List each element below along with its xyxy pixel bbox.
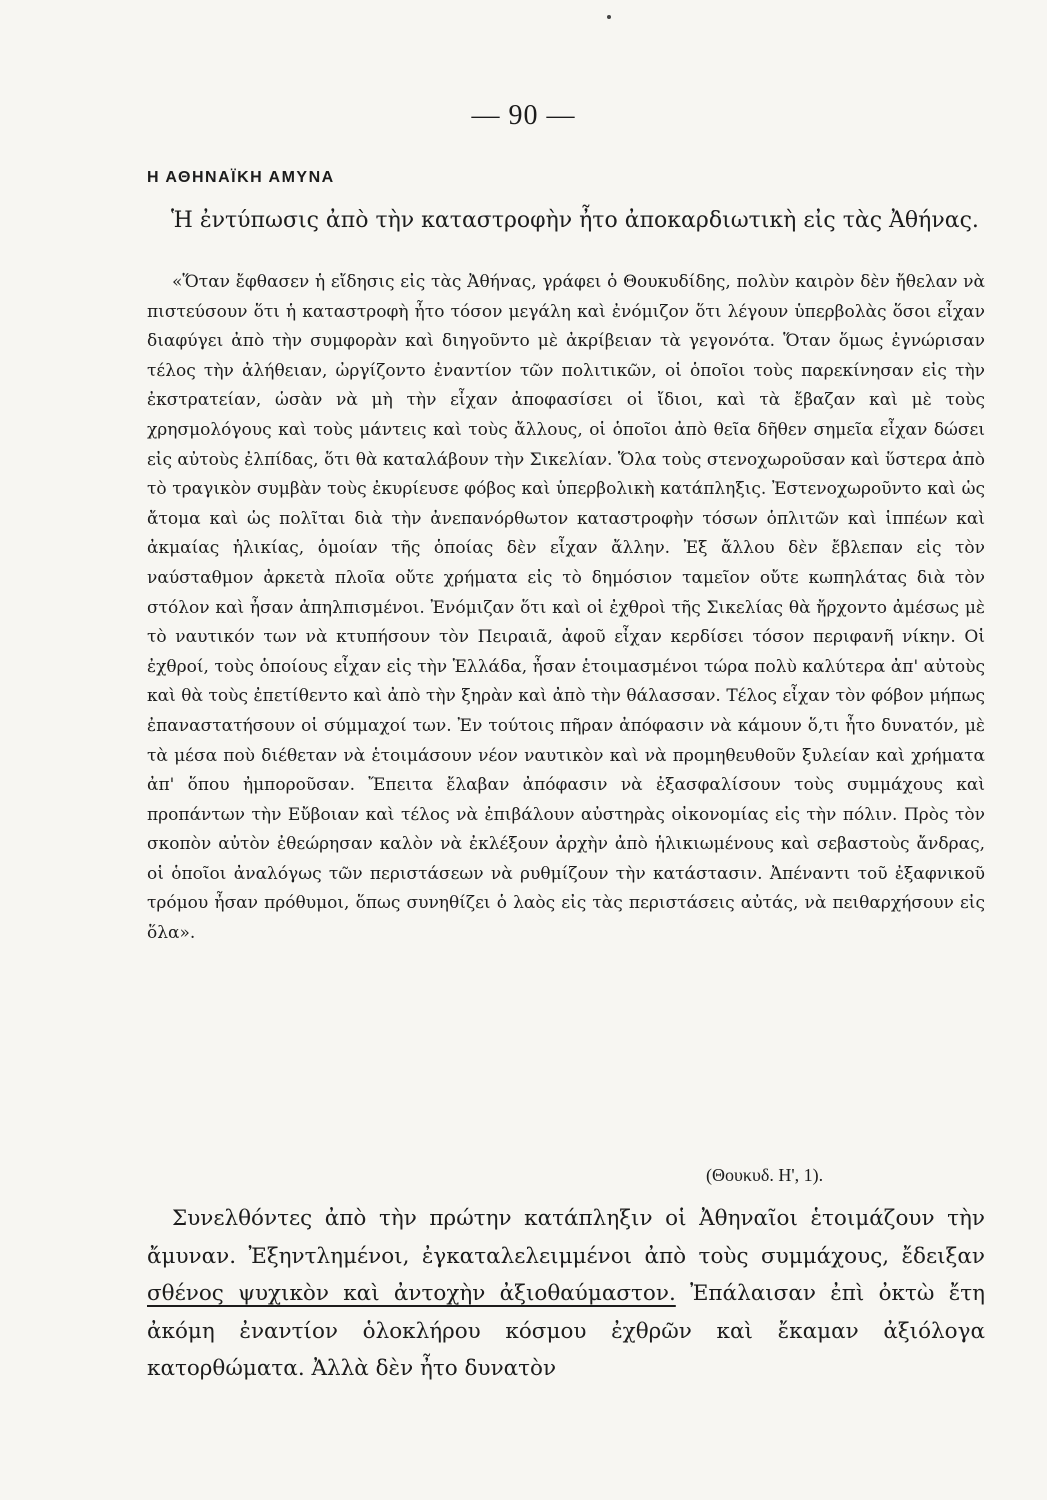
closing-text-end: Ἐπάλαισαν ἐπὶ ὀκτὼ ἔτη ἀκόμη ἐναντίον ὁλοκλήρου κόσμου ἐχθρῶν καὶ ἔκαμαν ἀξιόλογα κατορθώματα. Ἀλλὰ δὲν ἦτο δυνατὸν (147, 1281, 986, 1381)
intro-paragraph: Ἡ ἐντύπωσις ἀπὸ τὴν καταστροφὴν ἦτο ἀποκαρδιωτικὴ εἰς τὰς Ἀθήνας. (171, 208, 979, 233)
page-number: — 90 — (471, 100, 576, 131)
underlined-phrase: σθένος ψυχικὸν καὶ ἀντοχὴν ἀξιοθαύμαστον. (147, 1281, 676, 1306)
quote-citation: (Θουκυδ. Η', 1). (706, 1165, 824, 1185)
closing-paragraph (147, 1200, 985, 1388)
closing-text-start: Συνελθόντες ἀπὸ τὴν πρώτην κατάπληξιν οἱ Ἀθηναῖοι ἑτοιμάζουν τὴν ἄμυναν. Ἐξηντλημένοι, ἐγκαταλελειμμένοι ἀπὸ τοὺς συμμάχους, ἔδειξαν (147, 1206, 985, 1269)
thucydides-quote: «Ὅταν ἔφθασεν ἡ εἴδησις εἰς τὰς Ἀθήνας, γράφει ὁ Θουκυδίδης, πολὺν καιρὸν δὲν ἤθελαν νὰ πιστεύσουν ὅτι ἡ καταστροφὴ ἦτο τόσον μεγάλη καὶ ἐνόμιζον ὅτι λέγουν ὑπερβολὰς ὅσοι εἶχαν διαφύγει ἀπὸ τὴν συμφορὰν καὶ διηγοῦντο μὲ ἀκρίβειαν τὰ γεγονότα. Ὅταν ὅμως ἐγνώρισαν τέλος τὴν ἀλήθειαν, ὠργίζοντο ἐναντίον τῶν πολιτικῶν, οἱ ὁποῖοι τοὺς παρεκίνησαν εἰς τὴν ἐκστρατείαν, ὡσὰν νὰ μὴ τὴν εἶχαν ἀποφασίσει οἱ ἴδιοι, καὶ τὰ ἔβαζαν καὶ μὲ τοὺς χρησμολόγους καὶ τοὺς μάντεις καὶ τοὺς ἄλλους, οἱ ὁποῖοι ἀπὸ θεῖα δῆθεν σημεῖα εἶχαν δώσει εἰς αὐτοὺς ἐλπίδας, ὅτι θὰ καταλάβουν τὴν Σικελίαν. Ὅλα τοὺς στενοχωροῦσαν καὶ ὕστερα ἀπὸ τὸ τραγικὸν συμβὰν τοὺς ἐκυρίευσε φόβος καὶ ὑπερβολικὴ κατάπληξις. Ἐστενοχωροῦντο καὶ ὡς ἄτομα καὶ ὡς πολῖται διὰ τὴν ἀνεπανόρθωτον καταστροφὴν τόσων ὁπλιτῶν καὶ ἱππέων καὶ ἀκμαίας ἡλικίας, ὁμοίαν τῆς ὁποίας δὲν εἶχαν ἄλλην. Ἐξ ἄλλου δὲν ἔβλεπαν εἰς τὸν ναύσταθμον ἀρκετὰ πλοῖα οὔτε χρήματα εἰς τὸ δημόσιον ταμεῖον οὔτε κωπηλάτας διὰ τὸν στόλον καὶ ἦσαν ἀπηλπισμένοι. Ἐνόμιζαν ὅτι καὶ οἱ ἐχθροὶ τῆς Σικελίας θὰ ἤρχοντο ἀμέσως μὲ τὸ ναυτικόν των νὰ κτυπήσουν τὸν Πειραιᾶ, ἀφοῦ εἶχαν κερδίσει τόσον περιφανῆ νίκην. Οἱ ἐχθροί, τοὺς ὁποίους εἶχαν εἰς τὴν Ἑλλάδα, ἦσαν ἑτοιμασμένοι τώρα πολὺ καλύτερα ἀπ' αὐτοὺς καὶ θὰ τοὺς ἐπετίθεντο καὶ ἀπὸ τὴν ξηρὰν καὶ ἀπὸ τὴν θάλασσαν. Τέλος εἶχαν τὸν φόβον μήπως ἐπαναστατήσουν οἱ σύμμαχοί των. Ἐν τούτοις πῆραν ἀπόφασιν νὰ κάμουν ὅ,τι ἦτο δυνατόν, μὲ τὰ μέσα ποὺ διέθεταν νὰ ἑτοιμάσουν νέον ναυτικὸν καὶ νὰ προμηθευθοῦν ξυλείαν καὶ χρήματα ἀπ' ὅπου ἠμποροῦσαν. Ἔπειτα ἔλαβαν ἀπόφασιν νὰ ἐξασφαλίσουν τοὺς συμμάχους καὶ προπάντων τὴν Εὔβοιαν καὶ τέλος νὰ ἐπιβάλουν αὐστηρὰς οἰκονομίας εἰς τὴν πόλιν. Πρὸς τὸν σκοπὸν αὐτὸν ἐθεώρησαν καλὸν νὰ ἐκλέξουν ἀρχὴν ἀπὸ ἡλικιωμένους καὶ σεβαστοὺς ἄνδρας, οἱ ὁποῖοι ἀναλόγως τῶν περιστάσεων νὰ ρυθμίζουν τὴν κατάστασιν. Ἀπέναντι τοῦ ἐξαφνικοῦ τρόμου ἦσαν πρόθυμοι, ὅπως συνηθίζει ὁ λαὸς εἰς τὰς περιστάσεις αὐτάς, νὰ πειθαρχήσουν εἰς ὅλα». (147, 272, 985, 944)
section-title: Η ΑΘΗΝΑΪΚΗ ΑΜΥΝΑ (147, 169, 335, 186)
ink-speck (607, 15, 611, 19)
